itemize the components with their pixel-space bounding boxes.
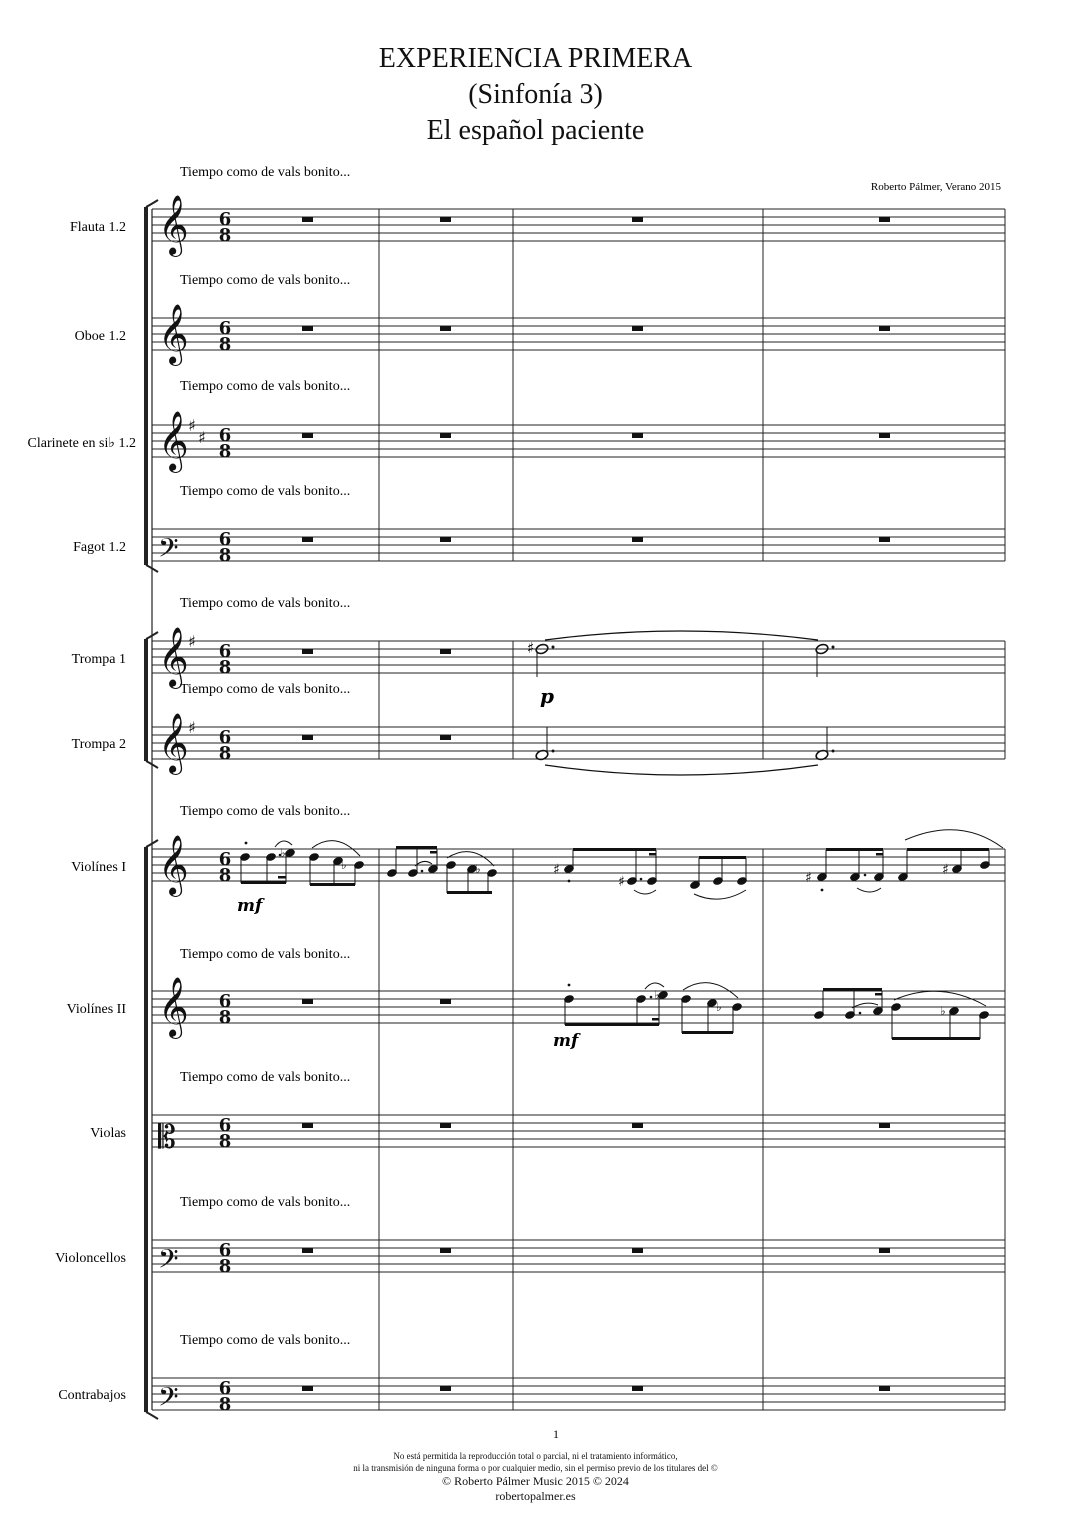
tempo-marking-violoncellos: Tiempo como de vals bonito... — [180, 1195, 351, 1210]
instrument-name-violines1: Violínes I — [71, 860, 126, 875]
staff-violines2 — [152, 991, 1005, 1023]
tempo-marking-fagot: Tiempo como de vals bonito... — [180, 484, 351, 499]
whole-rest-icon — [879, 433, 890, 438]
whole-rest-icon — [632, 537, 643, 542]
tempo-marking-oboe: Tiempo como de vals bonito... — [180, 273, 351, 288]
dynamic-mf-violines1: mf — [237, 896, 263, 916]
svg-text:♯: ♯ — [618, 874, 625, 890]
time-sig-bottom: 8 — [218, 1007, 232, 1028]
score-title: EXPERIENCIA PRIMERA — [378, 43, 693, 74]
composer-credit: Roberto Pálmer, Verano 2015 — [870, 181, 1001, 193]
augmentation-dot — [832, 750, 835, 753]
tempo-marking-violines2: Tiempo como de vals bonito... — [180, 947, 351, 962]
svg-text:♭: ♭ — [280, 846, 286, 860]
staff-violoncellos — [152, 1240, 1005, 1272]
system-brackets — [146, 200, 158, 1419]
augmentation-dot — [552, 646, 555, 649]
whole-rest-icon — [302, 217, 313, 222]
svg-text:♭: ♭ — [654, 988, 660, 1002]
whole-rest-icon — [440, 1386, 451, 1391]
time-sig-bottom: 8 — [218, 225, 232, 246]
whole-rest-icon — [302, 735, 313, 740]
dynamic-p-trompa1: p — [540, 684, 554, 708]
augmentation-dot — [552, 750, 555, 753]
sharp-icon: ♯ — [527, 639, 535, 657]
svg-text:♯: ♯ — [942, 862, 949, 878]
instrument-name-flauta: Flauta 1.2 — [70, 220, 126, 235]
time-sig-bottom: 8 — [218, 865, 232, 886]
whole-rest-icon — [879, 1386, 890, 1391]
time-sig-bottom: 8 — [218, 1256, 232, 1277]
key-sharp-icon: ♯ — [188, 416, 196, 435]
movement-title: El español paciente — [426, 115, 645, 146]
time-sig-top: 6 — [218, 425, 232, 446]
whole-rest-icon — [440, 326, 451, 331]
svg-text:♭: ♭ — [940, 1004, 946, 1018]
whole-rest-icon — [302, 1123, 313, 1128]
alto-clef-icon: 𝄡 — [158, 1118, 176, 1156]
bass-clef-icon: 𝄢 — [158, 532, 179, 570]
staff-clarinete — [152, 425, 1005, 457]
tempo-marking-trompa2: Tiempo como de vals bonito... — [180, 682, 351, 697]
trompa1-notes — [527, 631, 835, 677]
whole-rest-icon — [302, 1248, 313, 1253]
instrument-name-clarinete: Clarinete en si♭ 1.2 — [27, 436, 136, 451]
instrument-name-contrabajos: Contrabajos — [58, 1388, 126, 1403]
whole-rest-icon — [302, 649, 313, 654]
time-sig-bottom: 8 — [218, 1131, 232, 1152]
time-sig-bottom: 8 — [218, 545, 232, 566]
staff-violas — [152, 1115, 1005, 1147]
svg-text:♭: ♭ — [716, 1000, 722, 1014]
treble-clef-icon: 𝄞 — [158, 411, 189, 471]
dynamic-mf-violines2: mf — [553, 1031, 579, 1051]
treble-clef-icon: 𝄞 — [158, 977, 189, 1037]
legal-notice-line-1: No está permitida la reproducción total o parcial, ni el tratamiento informático, — [393, 1451, 678, 1461]
whole-rest-icon — [440, 537, 451, 542]
treble-clef-icon: 𝄞 — [158, 713, 189, 773]
whole-rest-icon — [632, 217, 643, 222]
treble-clef-icon: 𝄞 — [158, 627, 189, 687]
svg-text:♭: ♭ — [475, 862, 481, 876]
whole-rest-icon — [302, 326, 313, 331]
footer — [0, 1450, 1071, 1504]
time-sig-top: 6 — [218, 318, 232, 339]
svg-text:♭: ♭ — [341, 858, 347, 872]
tie — [545, 765, 818, 775]
whole-rest-icon — [879, 1248, 890, 1253]
whole-rest-icon — [440, 649, 451, 654]
time-sig-bottom: 8 — [218, 1394, 232, 1415]
instrument-name-trompa2: Trompa 2 — [71, 737, 126, 752]
staff-oboe — [152, 318, 1005, 350]
time-sig-top: 6 — [218, 1378, 232, 1399]
time-sig-bottom: 8 — [218, 743, 232, 764]
treble-clef-icon: 𝄞 — [158, 304, 189, 364]
instrument-name-fagot: Fagot 1.2 — [73, 540, 126, 555]
time-sig-bottom: 8 — [218, 441, 232, 462]
whole-rest-icon — [440, 735, 451, 740]
whole-rest-icon — [632, 1248, 643, 1253]
time-sig-top: 6 — [218, 209, 232, 230]
whole-rest-icon — [440, 1248, 451, 1253]
barlines — [379, 209, 1005, 1410]
tie — [545, 631, 818, 640]
legal-notice-line-2: ni la transmisión de ninguna forma o por cualquier medio, sin el permiso previo de los titulares del © — [353, 1463, 718, 1473]
staff-contrabajos — [152, 1378, 1005, 1410]
time-sig-bottom: 8 — [218, 334, 232, 355]
whole-rest-icon — [302, 999, 313, 1004]
instrument-name-violines2: Violínes II — [66, 1002, 126, 1017]
time-sig-top: 6 — [218, 641, 232, 662]
tempo-marking-contrabajos: Tiempo como de vals bonito... — [180, 1333, 351, 1348]
whole-rest-icon — [879, 217, 890, 222]
key-sharp-icon: ♯ — [198, 428, 206, 447]
whole-rest-icon — [302, 1386, 313, 1391]
whole-rest-icon — [440, 1123, 451, 1128]
whole-rest-icon — [879, 326, 890, 331]
whole-rest-icon — [440, 999, 451, 1004]
time-sig-top: 6 — [218, 727, 232, 748]
whole-rest-icon — [302, 537, 313, 542]
staff-flauta — [152, 209, 1005, 241]
tempo-marking-clarinete: Tiempo como de vals bonito... — [180, 379, 351, 394]
staff-fagot — [152, 529, 1005, 561]
website-link[interactable]: robertopalmer.es — [495, 1489, 576, 1503]
staff-trompa1 — [152, 641, 1005, 673]
staff-trompa2 — [152, 727, 1005, 759]
score-subtitle: (Sinfonía 3) — [468, 79, 603, 110]
whole-rest-icon — [879, 537, 890, 542]
tempo-marking-violines1: Tiempo como de vals bonito... — [180, 804, 351, 819]
copyright: © Roberto Pálmer Music 2015 © 2024 — [442, 1474, 629, 1488]
instrument-name-violas: Violas — [90, 1126, 126, 1141]
whole-rest-icon — [632, 1123, 643, 1128]
bass-clef-icon: 𝄢 — [158, 1243, 179, 1281]
whole-rest-icon — [440, 217, 451, 222]
whole-rest-icon — [632, 433, 643, 438]
whole-rest-icon — [440, 433, 451, 438]
instrument-name-trompa1: Trompa 1 — [71, 652, 126, 667]
time-sig-bottom: 8 — [218, 657, 232, 678]
tempo-marking-trompa1: Tiempo como de vals bonito... — [180, 596, 351, 611]
time-sig-top: 6 — [218, 991, 232, 1012]
svg-text:♯: ♯ — [553, 862, 560, 878]
violines1-notes — [239, 830, 1003, 899]
whole-rest-icon — [632, 326, 643, 331]
treble-clef-icon: 𝄞 — [158, 835, 189, 895]
measure-rests — [302, 217, 890, 1391]
instrument-name-oboe: Oboe 1.2 — [74, 329, 126, 344]
time-sig-top: 6 — [218, 1115, 232, 1136]
time-sig-top: 6 — [218, 1240, 232, 1261]
tempo-marking-flauta: Tiempo como de vals bonito... — [180, 165, 351, 180]
whole-rest-icon — [302, 433, 313, 438]
page-number: 1 — [553, 1427, 559, 1441]
bass-clef-icon: 𝄢 — [158, 1381, 179, 1419]
svg-text:♯: ♯ — [805, 870, 812, 886]
time-sig-top: 6 — [218, 849, 232, 870]
treble-clef-icon: 𝄞 — [158, 195, 189, 255]
augmentation-dot — [832, 646, 835, 649]
key-sharp-icon: ♯ — [188, 632, 196, 651]
tempo-marking-violas: Tiempo como de vals bonito... — [180, 1070, 351, 1085]
time-sig-top: 6 — [218, 529, 232, 550]
whole-rest-icon — [632, 1386, 643, 1391]
instrument-name-violoncellos: Violoncellos — [55, 1251, 126, 1266]
whole-rest-icon — [879, 1123, 890, 1128]
key-sharp-icon: ♯ — [188, 718, 196, 737]
